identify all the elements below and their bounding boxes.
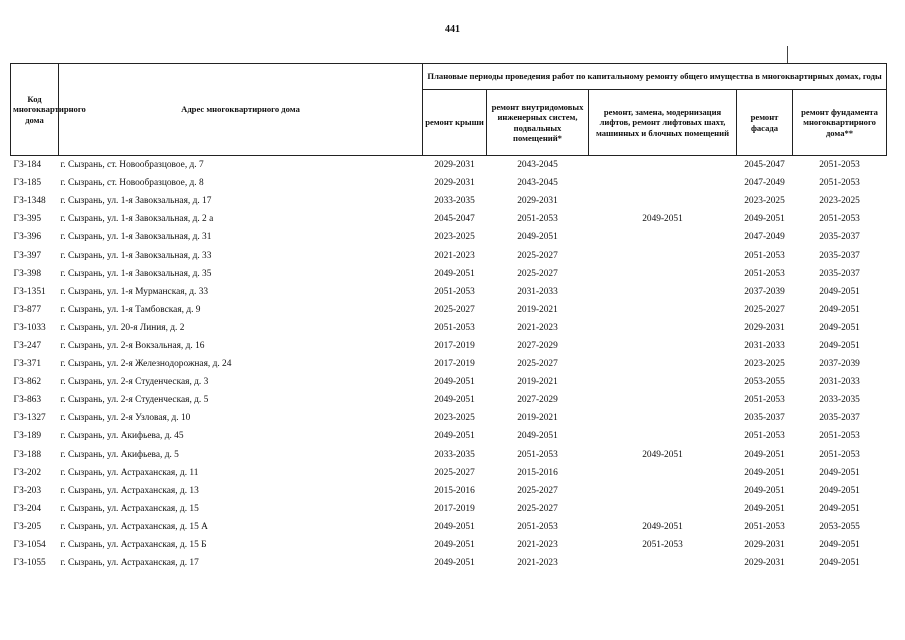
table-body: [11, 156, 887, 573]
table-row: [11, 228, 887, 246]
cell-facade: 2049-2051: [744, 467, 785, 478]
cell-roof: 2033-2035: [434, 449, 475, 460]
table-row: [11, 391, 887, 409]
cell-roof: 2021-2023: [434, 250, 475, 261]
cell-address: г. Сызрань, ул. Астраханская, д. 15 Б: [60, 540, 207, 551]
cell-code: ГЗ-204: [13, 503, 42, 514]
cell-address: г. Сызрань, ул. 2-я Узловая, д. 10: [60, 413, 191, 424]
cell-address: г. Сызрань, ул. Астраханская, д. 13: [60, 485, 199, 496]
cell-engineering: 2015-2016: [517, 467, 558, 478]
cell-elevators: [589, 464, 737, 482]
cell-elevators: [589, 391, 737, 409]
cell-code: ГЗ-398: [13, 268, 42, 279]
cell-code: ГЗ-862: [13, 377, 42, 388]
header-foundation: ремонт фундамента многоквартирного дома**: [793, 90, 887, 156]
header-engineering: ремонт внутридомовых инженерных систем, подвальных помещений*: [487, 90, 589, 156]
cell-facade: 2051-2053: [744, 250, 785, 261]
cell-elevators: [589, 373, 737, 391]
cell-roof: 2049-2051: [434, 395, 475, 406]
cell-foundation: 2037-2039: [819, 359, 860, 370]
cell-engineering: 2025-2027: [517, 250, 558, 261]
table-row: [11, 536, 887, 554]
cell-roof: 2049-2051: [434, 540, 475, 551]
cell-roof: 2033-2035: [434, 196, 475, 207]
cell-code: ГЗ-1351: [13, 286, 46, 297]
cell-elevators: [589, 409, 737, 427]
cell-code: ГЗ-396: [13, 232, 42, 243]
table-row: [11, 446, 887, 464]
cell-address: г. Сызрань, ул. 1-я Завокзальная, д. 17: [60, 196, 212, 207]
cell-facade: 2029-2031: [744, 322, 785, 333]
cell-engineering: 2029-2031: [517, 196, 558, 207]
cell-facade: 2035-2037: [744, 413, 785, 424]
cell-address: г. Сызрань, ст. Новообразцовое, д. 7: [60, 160, 204, 171]
cell-elevators: [589, 427, 737, 445]
cell-facade: 2049-2051: [744, 214, 785, 225]
table-row: [11, 283, 887, 301]
cell-roof: 2017-2019: [434, 503, 475, 514]
cell-engineering: 2025-2027: [517, 359, 558, 370]
table-row: [11, 518, 887, 536]
cell-facade: 2031-2033: [744, 340, 785, 351]
cell-address: г. Сызрань, ул. 1-я Завокзальная, д. 31: [60, 232, 212, 243]
table-row: [11, 554, 887, 572]
cell-foundation: 2049-2051: [819, 340, 860, 351]
cell-code: ГЗ-189: [13, 431, 42, 442]
cell-facade: 2047-2049: [744, 178, 785, 189]
cell-address: г. Сызрань, ул. Акифьева, д. 5: [60, 449, 179, 460]
cell-address: г. Сызрань, ул. 2-я Вокзальная, д. 16: [60, 340, 205, 351]
capital-repair-table: [10, 63, 887, 572]
table-row: [11, 319, 887, 337]
cell-foundation: 2051-2053: [819, 178, 860, 189]
cell-elevators: [589, 301, 737, 319]
cell-facade: 2053-2055: [744, 377, 785, 388]
table-row: [11, 464, 887, 482]
cell-engineering: 2051-2053: [517, 449, 558, 460]
table-row: [11, 355, 887, 373]
cell-foundation: 2049-2051: [819, 286, 860, 297]
table-row: [11, 409, 887, 427]
cell-code: ГЗ-202: [13, 467, 42, 478]
cell-foundation: 2023-2025: [819, 196, 860, 207]
cell-address: г. Сызрань, ул. Астраханская, д. 15 А: [60, 521, 208, 532]
cell-elevators: [589, 228, 737, 246]
cell-facade: 2049-2051: [744, 485, 785, 496]
cell-elevators: [589, 192, 737, 210]
cell-engineering: 2027-2029: [517, 395, 558, 406]
cell-elevators: [589, 156, 737, 175]
cell-foundation: 2049-2051: [819, 558, 860, 569]
cell-foundation: 2051-2053: [819, 160, 860, 171]
cell-code: ГЗ-185: [13, 178, 42, 189]
cell-engineering: 2019-2021: [517, 413, 558, 424]
cell-address: г. Сызрань, ул. Астраханская, д. 15: [60, 503, 199, 514]
cell-roof: 2017-2019: [434, 359, 475, 370]
cell-engineering: 2027-2029: [517, 340, 558, 351]
table-row: [11, 427, 887, 445]
cell-address: г. Сызрань, ул. 1-я Мурманская, д. 33: [60, 286, 209, 297]
cell-elevators: [589, 174, 737, 192]
cell-roof: 2015-2016: [434, 485, 475, 496]
cell-elevators: [589, 482, 737, 500]
cell-address: г. Сызрань, ул. 1-я Завокзальная, д. 2 а: [60, 214, 214, 225]
cell-roof: 2025-2027: [434, 304, 475, 315]
cell-address: г. Сызрань, ул. Астраханская, д. 11: [60, 467, 199, 478]
cell-elevators: [589, 337, 737, 355]
cell-facade: 2049-2051: [744, 449, 785, 460]
cell-facade: 2051-2053: [744, 268, 785, 279]
cell-facade: 2051-2053: [744, 431, 785, 442]
cell-roof: 2049-2051: [434, 268, 475, 279]
cell-address: г. Сызрань, ул. 1-я Завокзальная, д. 35: [60, 268, 212, 279]
cell-code: ГЗ-1348: [13, 196, 46, 207]
header-roof: ремонт крыши: [423, 90, 487, 156]
margin-line: [787, 46, 788, 64]
cell-address: г. Сызрань, ул. 1-я Завокзальная, д. 33: [60, 250, 212, 261]
table-row: [11, 174, 887, 192]
cell-engineering: 2051-2053: [517, 521, 558, 532]
table-row: [11, 265, 887, 283]
cell-foundation: 2051-2053: [819, 449, 860, 460]
cell-foundation: 2051-2053: [819, 214, 860, 225]
cell-engineering: 2043-2045: [517, 178, 558, 189]
cell-engineering: 2049-2051: [517, 431, 558, 442]
cell-engineering: 2031-2033: [517, 286, 558, 297]
cell-elevators: [589, 283, 737, 301]
header-elevators: ремонт, замена, модернизация лифтов, ремонт лифтовых шахт, машинных и блочных помещений: [589, 90, 737, 156]
table-row: [11, 210, 887, 228]
cell-elevators: [589, 500, 737, 518]
cell-roof: 2025-2027: [434, 467, 475, 478]
cell-facade: 2049-2051: [744, 503, 785, 514]
cell-roof: 2023-2025: [434, 413, 475, 424]
cell-facade: 2045-2047: [744, 160, 785, 171]
cell-elevators: [589, 554, 737, 572]
cell-foundation: 2049-2051: [819, 503, 860, 514]
cell-code: ГЗ-1055: [13, 558, 46, 569]
table-row: [11, 337, 887, 355]
cell-facade: 2023-2025: [744, 196, 785, 207]
cell-elevators: [589, 319, 737, 337]
cell-roof: 2051-2053: [434, 286, 475, 297]
cell-facade: 2051-2053: [744, 521, 785, 532]
cell-code: ГЗ-203: [13, 485, 42, 496]
cell-facade: 2029-2031: [744, 540, 785, 551]
cell-engineering: 2025-2027: [517, 503, 558, 514]
cell-facade: 2025-2027: [744, 304, 785, 315]
cell-code: ГЗ-397: [13, 250, 42, 261]
cell-address: г. Сызрань, ст. Новообразцовое, д. 8: [60, 178, 204, 189]
cell-foundation: 2035-2037: [819, 413, 860, 424]
cell-foundation: 2031-2033: [819, 377, 860, 388]
cell-engineering: 2025-2027: [517, 485, 558, 496]
cell-engineering: 2051-2053: [517, 214, 558, 225]
cell-code: ГЗ-1054: [13, 540, 46, 551]
cell-elevators: [589, 355, 737, 373]
cell-code: ГЗ-877: [13, 304, 42, 315]
cell-facade: 2029-2031: [744, 558, 785, 569]
cell-address: г. Сызрань, ул. 2-я Студенческая, д. 5: [60, 395, 209, 406]
cell-foundation: 2035-2037: [819, 232, 860, 243]
cell-code: ГЗ-863: [13, 395, 42, 406]
cell-foundation: 2049-2051: [819, 540, 860, 551]
cell-roof: 2049-2051: [434, 377, 475, 388]
cell-foundation: 2053-2055: [819, 521, 860, 532]
cell-engineering: 2049-2051: [517, 232, 558, 243]
cell-roof: 2029-2031: [434, 160, 475, 171]
cell-engineering: 2019-2021: [517, 377, 558, 388]
cell-code: ГЗ-395: [13, 214, 42, 225]
header-group: Плановые периоды проведения работ по капитальному ремонту общего имущества в многоквартирных домах, годы: [423, 64, 887, 90]
cell-address: г. Сызрань, ул. Астраханская, д. 17: [60, 558, 199, 569]
cell-elevators: [589, 246, 737, 264]
cell-engineering: 2021-2023: [517, 558, 558, 569]
table-row: [11, 482, 887, 500]
cell-address: г. Сызрань, ул. 2-я Студенческая, д. 3: [60, 377, 209, 388]
cell-elevators: 2049-2051: [642, 449, 683, 460]
cell-facade: 2047-2049: [744, 232, 785, 243]
cell-roof: 2045-2047: [434, 214, 475, 225]
cell-facade: 2037-2039: [744, 286, 785, 297]
cell-elevators: 2049-2051: [642, 214, 683, 225]
header-code: Код многоквартирного дома: [11, 64, 59, 156]
cell-foundation: 2049-2051: [819, 467, 860, 478]
cell-engineering: 2021-2023: [517, 322, 558, 333]
cell-roof: 2049-2051: [434, 431, 475, 442]
header-address: Адрес многоквартирного дома: [59, 64, 423, 156]
cell-facade: 2051-2053: [744, 395, 785, 406]
cell-address: г. Сызрань, ул. 20-я Линия, д. 2: [60, 322, 185, 333]
cell-foundation: 2049-2051: [819, 304, 860, 315]
cell-roof: 2049-2051: [434, 558, 475, 569]
table-row: [11, 192, 887, 210]
cell-address: г. Сызрань, ул. 1-я Тамбовская, д. 9: [60, 304, 201, 315]
cell-code: ГЗ-205: [13, 521, 42, 532]
cell-foundation: 2051-2053: [819, 431, 860, 442]
table-row: [11, 373, 887, 391]
cell-address: г. Сызрань, ул. Акифьева, д. 45: [60, 431, 184, 442]
page-number: 441: [445, 24, 460, 35]
cell-foundation: 2049-2051: [819, 485, 860, 496]
cell-code: ГЗ-371: [13, 359, 42, 370]
cell-engineering: 2021-2023: [517, 540, 558, 551]
table-row: [11, 246, 887, 264]
cell-engineering: 2025-2027: [517, 268, 558, 279]
cell-roof: 2029-2031: [434, 178, 475, 189]
cell-roof: 2017-2019: [434, 340, 475, 351]
cell-roof: 2051-2053: [434, 322, 475, 333]
table-row: [11, 301, 887, 319]
cell-foundation: 2049-2051: [819, 322, 860, 333]
cell-code: ГЗ-1033: [13, 322, 46, 333]
cell-foundation: 2035-2037: [819, 268, 860, 279]
cell-code: ГЗ-247: [13, 340, 42, 351]
table-row: [11, 156, 887, 175]
cell-roof: 2023-2025: [434, 232, 475, 243]
header-facade: ремонт фасада: [737, 90, 793, 156]
cell-foundation: 2035-2037: [819, 250, 860, 261]
cell-engineering: 2019-2021: [517, 304, 558, 315]
cell-code: ГЗ-184: [13, 160, 42, 171]
cell-code: ГЗ-1327: [13, 413, 46, 424]
table-row: [11, 500, 887, 518]
cell-roof: 2049-2051: [434, 521, 475, 532]
table-header: [11, 64, 887, 156]
cell-foundation: 2033-2035: [819, 395, 860, 406]
cell-elevators: 2051-2053: [642, 540, 683, 551]
cell-elevators: 2049-2051: [642, 521, 683, 532]
cell-facade: 2023-2025: [744, 359, 785, 370]
cell-engineering: 2043-2045: [517, 160, 558, 171]
cell-elevators: [589, 265, 737, 283]
cell-code: ГЗ-188: [13, 449, 42, 460]
cell-address: г. Сызрань, ул. 2-я Железнодорожная, д. 24: [60, 359, 232, 370]
